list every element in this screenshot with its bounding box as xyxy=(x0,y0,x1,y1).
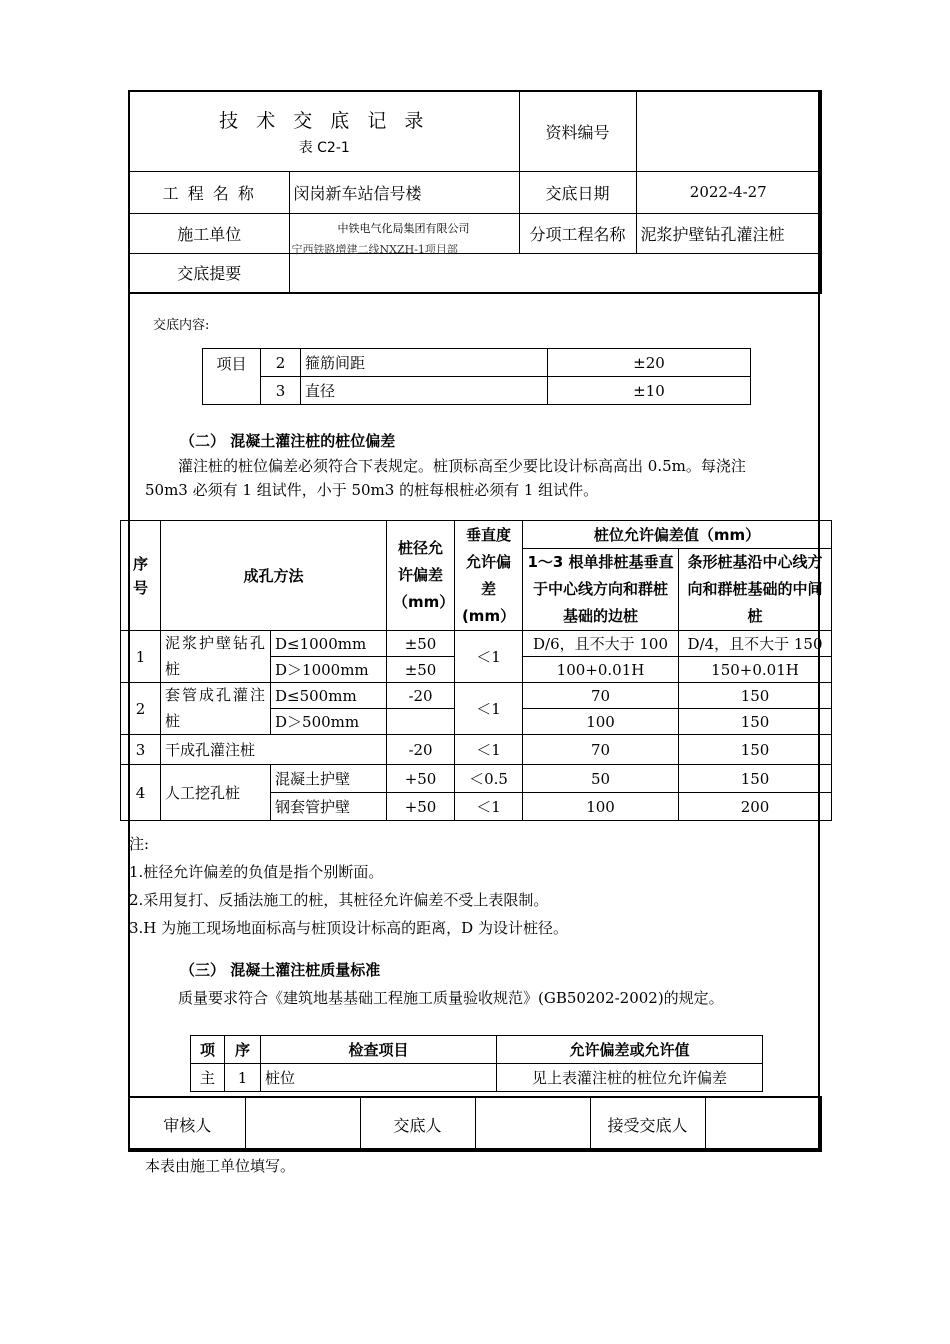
project-label: 工 程 名 称 xyxy=(129,171,289,213)
h-seq: 序号 xyxy=(121,521,161,631)
section2-para-line2: 50m3 必须有 1 组试件，小于 50m3 的桩每根桩必须有 1 组试件。 xyxy=(145,481,599,499)
pos-a-cell: 50 xyxy=(523,765,679,793)
vert-cell: ＜0.5 xyxy=(455,765,523,793)
vert-cell: ＜1 xyxy=(455,631,523,683)
section3-title: （三） 混凝土灌注桩质量标准 xyxy=(180,961,381,979)
seq-cell: 3 xyxy=(121,735,161,765)
project-value[interactable]: 闵岗新车站信号楼 xyxy=(289,171,519,213)
discloser-label: 交底人 xyxy=(360,1097,475,1151)
dia-cell: +50 xyxy=(387,793,455,821)
pos-b-cell: 150 xyxy=(679,765,832,793)
row-name: 直径 xyxy=(301,377,548,405)
row-no: 3 xyxy=(261,377,301,405)
note-line: 1.桩径允许偏差的负值是指个别断面。 xyxy=(129,863,384,881)
pile-deviation-table xyxy=(120,520,832,821)
unit-value-line2: 宁西铁路增建二线NXZH-1项目部 xyxy=(291,242,458,256)
unit-value-line1: 中铁电气化局集团有限公司 xyxy=(337,221,470,235)
h-pos-a: 1～3 根单排桩基垂直于中心线方向和群桩基础的边桩 xyxy=(523,549,679,631)
dia-cell xyxy=(387,709,455,735)
vert-cell: ＜1 xyxy=(455,683,523,735)
h-pos-b: 条形桩基沿中心线方向和群桩基础的中间桩 xyxy=(679,549,832,631)
stirrup-table xyxy=(202,348,751,405)
pos-b-cell: D/4，且不大于 150 xyxy=(679,631,832,657)
notes-block xyxy=(129,830,568,942)
h-seq: 序 xyxy=(225,1036,261,1064)
section3-para: 质量要求符合《建筑地基基础工程施工质量验收规范》(GB50202-2002)的规定。 xyxy=(178,989,724,1007)
sub-cell: 钢套管护壁 xyxy=(271,793,387,821)
h-method: 成孔方法 xyxy=(161,521,387,631)
row-value: ±20 xyxy=(548,349,751,377)
summary-value[interactable] xyxy=(289,253,821,293)
method-cell: 干成孔灌注桩 xyxy=(161,735,387,765)
dia-cell: +50 xyxy=(387,765,455,793)
doc-no-label: 资料编号 xyxy=(519,91,636,171)
h-pos: 桩位允许偏差值（mm） xyxy=(523,521,832,549)
pos-b-cell: 150 xyxy=(679,683,832,709)
dia-cell: -20 xyxy=(387,683,455,709)
unit-value[interactable] xyxy=(289,213,519,256)
form-number: 表 C2-1 xyxy=(298,139,350,156)
reviewer-value[interactable] xyxy=(245,1097,360,1151)
item-cell: 主 xyxy=(191,1064,225,1092)
subitem-label: 分项工程名称 xyxy=(519,213,636,253)
pos-a-cell: 100 xyxy=(523,793,679,821)
pos-b-cell: 150 xyxy=(679,709,832,735)
item-label: 项目 xyxy=(203,349,261,405)
pos-b-cell: 150+0.01H xyxy=(679,657,832,683)
row-value: ±10 xyxy=(548,377,751,405)
pos-a-cell: 100+0.01H xyxy=(523,657,679,683)
h-check: 检查项目 xyxy=(261,1036,497,1064)
footer-note: 本表由施工单位填写。 xyxy=(145,1157,296,1175)
h-vert: 垂直度允许偏差(mm） xyxy=(455,521,523,631)
subitem-value[interactable]: 泥浆护壁钻孔灌注桩 xyxy=(636,213,821,253)
quality-table xyxy=(190,1035,763,1092)
signature-table xyxy=(128,1096,822,1152)
section2-para-line1: 灌注桩的桩位偏差必须符合下表规定。桩顶标高至少要比设计标高高出 0.5m。每浇注 xyxy=(178,457,746,475)
date-value[interactable]: 2022-4-27 xyxy=(636,171,821,213)
note-line: 注: xyxy=(129,835,150,853)
note-line: 3.H 为施工现场地面标高与桩顶设计标高的距离，D 为设计桩径。 xyxy=(129,919,568,937)
dia-cell: -20 xyxy=(387,735,455,765)
doc-no-value[interactable] xyxy=(636,91,821,171)
h-item: 项 xyxy=(191,1036,225,1064)
receiver-value[interactable] xyxy=(705,1097,821,1151)
vert-cell: ＜1 xyxy=(455,735,523,765)
h-allow: 允许偏差或允许值 xyxy=(497,1036,763,1064)
seq-cell: 1 xyxy=(121,631,161,683)
dia-cell: ±50 xyxy=(387,631,455,657)
seq-cell: 1 xyxy=(225,1064,261,1092)
row-name: 箍筋间距 xyxy=(301,349,548,377)
sub-cell: D≤1000mm xyxy=(271,631,387,657)
pos-a-cell: D/6，且不大于 100 xyxy=(523,631,679,657)
discloser-value[interactable] xyxy=(475,1097,590,1151)
pos-a-cell: 70 xyxy=(523,735,679,765)
date-label: 交底日期 xyxy=(519,171,636,213)
title-cell xyxy=(129,91,519,171)
reviewer-label: 审核人 xyxy=(129,1097,245,1151)
h-dia: 桩径允许偏差（mm） xyxy=(387,521,455,631)
content-label: 交底内容: xyxy=(153,318,210,333)
unit-label: 施工单位 xyxy=(129,213,289,253)
method-cell: 人工挖孔桩 xyxy=(161,765,271,821)
seq-cell: 2 xyxy=(121,683,161,735)
pos-b-cell: 150 xyxy=(679,735,832,765)
dia-cell: ±50 xyxy=(387,657,455,683)
header-table xyxy=(128,90,822,294)
pos-a-cell: 100 xyxy=(523,709,679,735)
section2-title: （二） 混凝土灌注桩的桩位偏差 xyxy=(180,432,396,450)
allow-cell: 见上表灌注桩的桩位允许偏差 xyxy=(497,1064,763,1092)
sub-cell: D≤500mm xyxy=(271,683,387,709)
note-line: 2.采用复打、反插法施工的桩，其桩径允许偏差不受上表限制。 xyxy=(129,891,549,909)
doc-title: 技 术 交 底 记 录 xyxy=(219,109,430,132)
vert-cell: ＜1 xyxy=(455,793,523,821)
receiver-label: 接受交底人 xyxy=(590,1097,705,1151)
method-cell: 套管成孔灌注桩 xyxy=(161,683,271,735)
method-cell: 泥浆护壁钻孔桩 xyxy=(161,631,271,683)
seq-cell: 4 xyxy=(121,765,161,821)
sub-cell: D＞500mm xyxy=(271,709,387,735)
summary-label: 交底提要 xyxy=(129,253,289,293)
sub-cell: 混凝土护壁 xyxy=(271,765,387,793)
pos-a-cell: 70 xyxy=(523,683,679,709)
row-no: 2 xyxy=(261,349,301,377)
pos-b-cell: 200 xyxy=(679,793,832,821)
sub-cell: D＞1000mm xyxy=(271,657,387,683)
check-cell: 桩位 xyxy=(261,1064,497,1092)
